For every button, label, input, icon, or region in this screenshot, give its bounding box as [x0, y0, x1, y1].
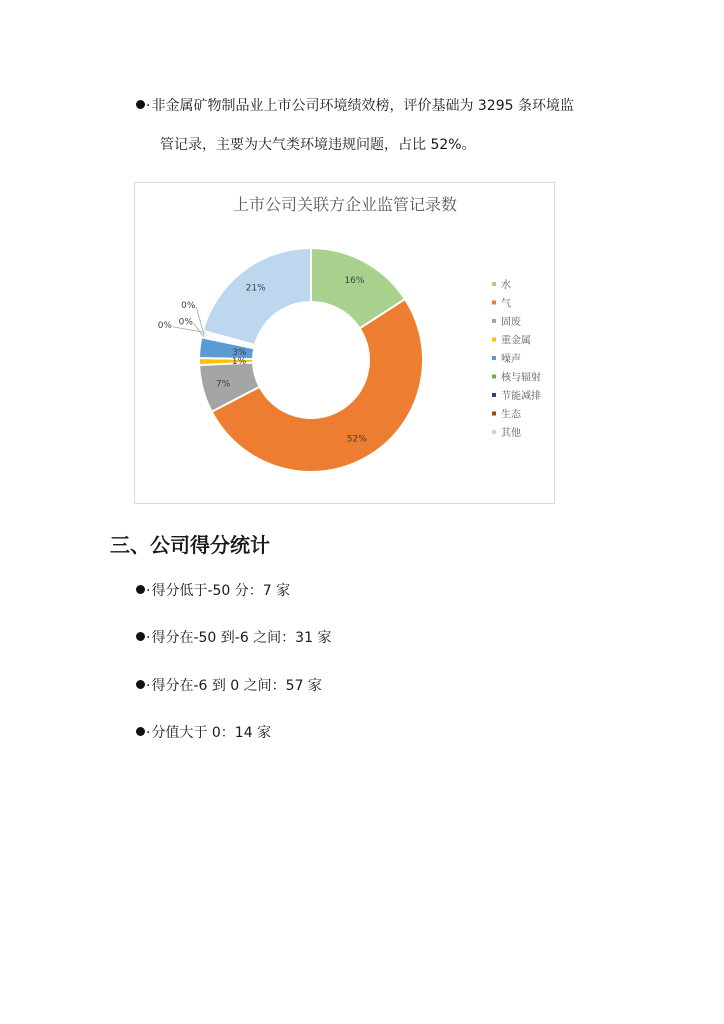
legend-label: 水 — [501, 280, 511, 291]
label-leader-line — [196, 307, 204, 334]
data-label: 1% — [231, 356, 247, 367]
chart-title: 上市公司关联方企业监管记录数 — [232, 195, 458, 214]
data-label: 3% — [232, 348, 247, 359]
legend-label: 其他 — [501, 428, 521, 439]
data-label: 7% — [215, 379, 231, 390]
legend-swatch — [492, 338, 496, 342]
bullet-separator: · — [146, 583, 151, 599]
legend-label: 噪声 — [501, 354, 521, 365]
bullet-dot-icon — [136, 727, 145, 736]
legend-label: 气 — [501, 298, 511, 310]
legend-swatch — [492, 412, 496, 416]
stat-item — [136, 676, 322, 696]
bullet-separator: · — [146, 725, 151, 741]
legend-swatch — [492, 356, 496, 360]
chart-slice — [203, 248, 311, 345]
bullet-separator: · — [146, 630, 151, 646]
data-label: 0% — [181, 301, 196, 312]
intro-line-2: 管记录，主要为大气类环境违规问题，占比 52%。 — [160, 137, 476, 153]
legend-label: 重金属 — [501, 335, 531, 347]
legend-label: 生态 — [501, 409, 521, 421]
data-label: 52% — [346, 434, 367, 445]
stat-text: 得分在-6 到 0 之间：57 家 — [151, 678, 322, 694]
stat-text: 分值大于 0：14 家 — [151, 725, 272, 741]
stat-item — [136, 723, 271, 743]
bullet-separator: · — [146, 98, 151, 114]
data-label: 21% — [245, 283, 266, 294]
stat-item — [136, 581, 290, 601]
legend-swatch — [492, 375, 496, 379]
data-label: 0% — [178, 317, 193, 328]
label-leader-line — [173, 327, 205, 333]
data-label: 0% — [157, 320, 172, 331]
legend-swatch — [492, 282, 496, 286]
chart-canvas — [135, 183, 556, 505]
legend-swatch — [492, 301, 496, 305]
legend-swatch — [492, 319, 496, 323]
bullet-dot-icon — [136, 585, 145, 594]
stat-text: 得分在-50 到-6 之间：31 家 — [151, 630, 332, 646]
bullet-dot-icon — [136, 680, 145, 689]
stat-item — [136, 628, 331, 648]
bullet-dot-icon — [136, 632, 145, 641]
legend-swatch — [492, 393, 496, 397]
bullet-dot-icon — [136, 100, 145, 109]
bullet-separator: · — [146, 678, 151, 694]
donut-chart — [134, 182, 555, 504]
legend-label: 核与辐射 — [501, 372, 541, 384]
stat-text: 得分低于-50 分：7 家 — [151, 583, 291, 599]
legend-label: 固废 — [501, 317, 521, 328]
chart-legend — [492, 278, 541, 439]
intro-line-1: 非金属矿物制品业上市公司环境绩效榜，评价基础为 3295 条环境监 — [151, 98, 574, 114]
data-label: 16% — [344, 276, 365, 287]
intro-bullet — [136, 96, 574, 116]
legend-label: 节能减排 — [501, 391, 541, 402]
section-heading: 三、公司得分统计 — [110, 533, 270, 557]
legend-swatch — [492, 430, 496, 434]
